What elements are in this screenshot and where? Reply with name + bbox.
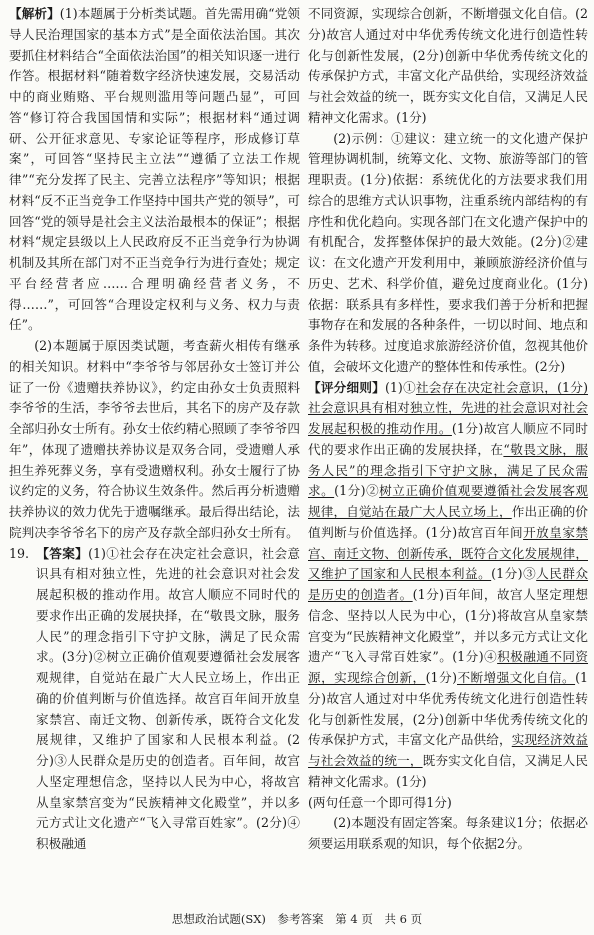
underlined-point: 人民群众是历史的创造者。: [308, 566, 589, 602]
scoring-text: (1分)②: [334, 483, 380, 499]
answer-part2-example: (2)示例：①建议：建立统一的文化遗产保护管理协调机制，统筹文化、文物、旅游等部门的管理职责。(1分)依据：系统优化的方法要求我们用综合的思维方式认识事物，注重系统内部结构的有序性和优化趋向。实现各部门在文化遗产保护中的有机配合，发挥整体保护的最大效能。(2分)②建议：在文化遗产开发利用中，兼顾旅游经济价值与历史、艺术、科学价值，避免过度商业化。(1分)依据：联系具有多样性，要求我们善于分析和把握事物存在和发展的各种条件，一切以时间、地点和条件为转移。过度追求旅游经济价值，忽视其他价值，会破坏文化遗产的整体性和传承性。(2分): [308, 130, 588, 374]
scoring-text: (1分): [425, 670, 457, 685]
underlined-point: 树立正确价值观要遵循社会发展客观规律，自觉站在最广大人民立场上，: [308, 483, 589, 519]
left-column: [9, 4, 300, 855]
page-footer: [0, 911, 594, 927]
analysis-tag: 【解析】: [9, 6, 60, 21]
footer-page: 第 4 页: [335, 912, 373, 926]
footer-total: 共 6 页: [384, 912, 423, 926]
footer-subject: 思想政治试题(SX): [171, 912, 266, 926]
scoring-tag: 【评分细则】: [308, 379, 385, 395]
answer-tag: 【答案】: [36, 545, 89, 561]
question-19-answer: [9, 544, 300, 855]
scoring-part2: (2)本题没有固定答案。每条建议1分；依据必须要运用联系观的知识，每个依据2分。: [308, 815, 588, 851]
underlined-point: 积极融通不同资源，实现综合创新，: [308, 649, 589, 685]
analysis-part1-text: (1)本题属于分析类试题。首先需用确“党领导人民治理国家的基本方式”是全面依法治国。其次要抓住材料结合“全面依法治国”的相关知识逐一进行作答。根据材料“随着数字经济快速发展，交易活动中的商业贿赂、平台规则滥用等问题凸显”，可回答“修订符合我国国情和实际”；根据材料“通过调研、公开征求意见、专家论证等程序，形成修订草案”，可回答“坚持民主立法”“遵循了立法工作规律”“充分发挥了民主、完善立法程序”等知识；根据材料“反不正当竞争工作坚持中国共产党的领导”，可回答“党的领导是社会主义法治最根本的保证”；根据材料“规定县级以上人民政府反不正当竞争行为协调机制及其所在部门对不正当竞争行为进行查处；规定平台经营者应……合理明确经营者义务，不得……”，可回答“合理设定权利与义务、权力与责任”。: [9, 6, 301, 333]
scoring-note: (两句任意一个即可得1分): [308, 794, 452, 810]
underlined-point: “敬畏文脉，服务人民”的理念指引下守护文脉，满足了民众需求。: [308, 441, 588, 499]
scoring-text: 作出正确的价值判断与价值选择。(1分)故宫百年间: [308, 504, 589, 540]
scoring-text: 既夯实文化自信，又满足人民精神文化需求。(1分): [308, 753, 589, 789]
answer-continuation: 不同资源，实现综合创新，不断增强文化自信。(2分)故宫人通过对中华优秀传统文化进行创造性转化与创新性发展，(2分)创新中华优秀传统文化的传承保护方式，丰富文化产品供给，实现经济效益与社会效益的统一，既夯实文化自信，又满足人民精神文化需求。(1分): [308, 6, 588, 125]
underlined-point: 实现经济效益与社会效益的统一，: [308, 732, 589, 768]
analysis-part1: [9, 4, 300, 336]
scoring-text: (1分)百年间，故宫人坚定理想信念、坚持以人民为中心，(1分)将故宫从皇家禁宫变为“民族精神文化殿堂”，并以多元方式让文化遗产“飞入寻常百姓家”。(1分)④: [308, 587, 589, 665]
right-column: [308, 4, 588, 855]
question-number: 19.: [9, 545, 30, 561]
question-19-text: (1)①社会存在决定社会意识，社会意识具有相对独立性，先进的社会意识对社会发展起积极的推动作用。故宫人顺应不同时代的要求作出正确的发展抉择，在“敬畏文脉，服务人民”的理念指引下守护文脉，满足了民众需求。(3分)②树立正确价值观要遵循社会发展客观规律，自觉站在最广大人民立场上，作出正确的价值判断与价值选择。故宫百年间开放皇家禁宫、南迁文物、创新传承，既符合文化发展规律，又维护了国家和人民根本利益。(2分)③人民群众是历史的创造者。百年间，故宫人坚定理想信念，坚持以人民为中心，将故宫从皇家禁宫变为“民族精神文化殿堂”，并以多元方式让文化遗产“飞入寻常百姓家”。(2分)④积极融通: [36, 545, 300, 851]
scoring-text: (1分)故宫人顺应不同时代的要求作出正确的发展抉择，在: [308, 421, 589, 457]
underlined-point: 不断增强文化自信。: [457, 670, 576, 685]
footer-label: 参考答案: [277, 912, 324, 926]
analysis-part2: (2)本题属于原因类试题，考查薪火相传有继承的相关知识。材料中“李爷爷与邻居孙女士签订并公证了一份《遗赠扶养协议》，约定由孙女士负责照料李爷爷的生活，李爷爷去世后，其名下的房产及存款全部归孙女士所有。孙女士依约精心照顾了李爷爷四年”，体现了遗赠扶养协议是双务合同，受遗赠人承担生养死葬义务，享有受遗赠权利。孙女士履行了协议约定的义务，符合协议生效条件。然后再分析遗赠扶养协议的效力优先于遗嘱继承。最后得出结论，法院判决李爷爷名下的房产及存款全部归孙女士所有。: [9, 338, 300, 540]
scoring-rules: [308, 378, 588, 793]
scoring-text: (1分)故宫人通过对中华优秀传统文化进行创造性转化与创新性发展，(2分)创新中华优秀传统文化的传承保护方式，丰富文化产品供给，: [308, 670, 589, 748]
underlined-point: 开放皇家禁宫、南迁文物、创新传承，既符合文化发展规律，又维护了国家和人民根本利益。: [308, 524, 589, 582]
scoring-text: (1分)③: [491, 566, 537, 582]
underlined-point: 社会存在决定社会意识，(1分)社会意识具有相对独立性，先进的社会意识对社会发展起积极的推动作用。: [308, 379, 589, 436]
scoring-text: (1)①: [385, 379, 416, 395]
